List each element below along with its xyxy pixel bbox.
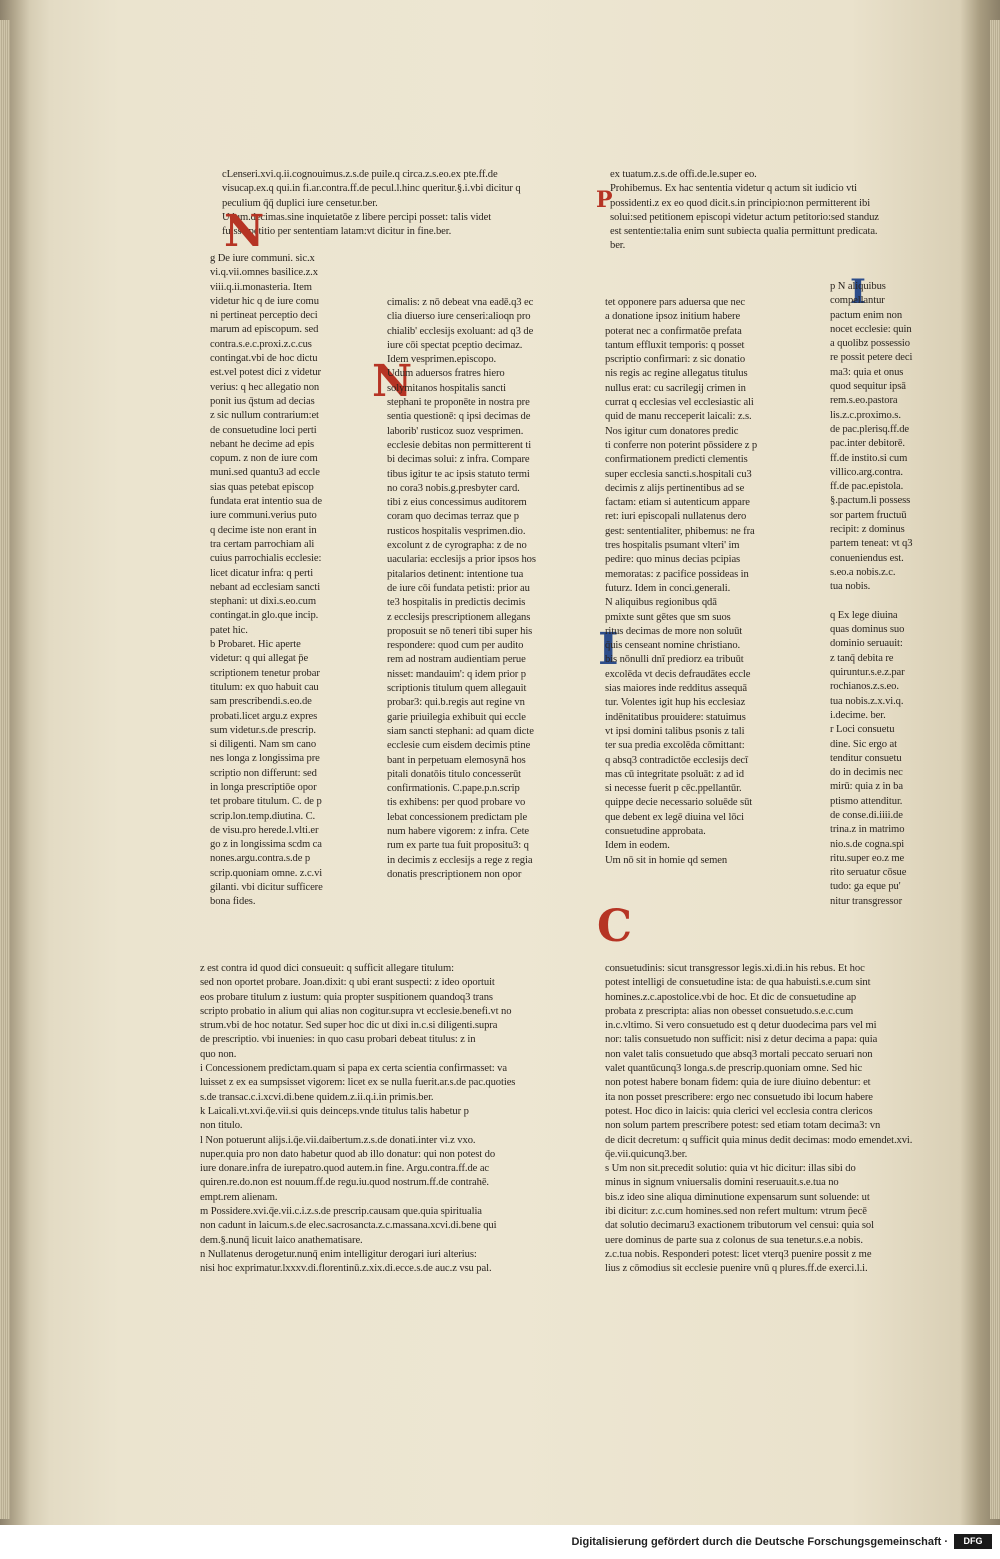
text-line: probati.licet argu.z expres bbox=[210, 710, 318, 722]
text-line: confirmationis. C.pape.p.n.scrip bbox=[387, 783, 520, 795]
text-line: in longa prescriptiōe opor bbox=[210, 781, 317, 793]
text-line: s.de transac.c.i.xcvi.di.bene quidem.z.ii.q.i.in primis.ber. bbox=[200, 1091, 434, 1103]
text-line: tur. Volentes igit hup his ecclesiaz bbox=[605, 697, 746, 709]
text-line: q decime iste non erant in bbox=[210, 524, 317, 536]
text-line: z.c.tua nobis. Responderi potest: licet vterq3 puenire possit z me bbox=[605, 1248, 872, 1260]
text-line: q absq3 contradictōe ecclesijs decī bbox=[605, 754, 748, 766]
text-line: consuetudinis: sicut transgressor legis.xi.di.in his rebus. Et hoc bbox=[605, 963, 865, 974]
text-line: nocet ecclesie: quin bbox=[830, 323, 912, 335]
text-line: potest intelligi de consuetudine ista: de qua habuisti.s.e.cum sint bbox=[605, 977, 871, 989]
text-line: tudo: ga eque pu' bbox=[830, 881, 901, 893]
text-line: uacularia: ecclesijs a prior ipsos hos bbox=[387, 554, 536, 566]
text-line: rem.s.eo.pastora bbox=[830, 395, 898, 407]
text-line: i.decime. ber. bbox=[830, 709, 886, 721]
text-line: q̄e.vii.quicunq3.ber. bbox=[605, 1148, 688, 1160]
text-line: solui:sed petitionem episcopi videtur actum petitorio:sed standuz bbox=[610, 211, 879, 223]
text-line: proposuit se nō teneri tibi super his bbox=[387, 625, 533, 637]
text-line: verius: q hec allegatio non bbox=[210, 381, 320, 393]
text-line: clia diuerso iure censeri:alioqn pro bbox=[387, 311, 531, 323]
text-line: trina.z in matrimo bbox=[830, 824, 905, 836]
text-line: pscriptio confirmari: z sic donatio bbox=[605, 354, 746, 366]
text-line: possidenti.z ex eo quod dicit.s.in principio:non permitterent ibi bbox=[610, 197, 871, 209]
text-line: dat solutio decimaru3 exactionem tributorum vel censui: quia sol bbox=[605, 1220, 874, 1232]
text-line: vi.q.vii.omnes basilice.z.x bbox=[210, 267, 318, 279]
text-line: scrip.quoniam omne. z.c.vi bbox=[210, 867, 323, 879]
text-line: do in decimis nec bbox=[830, 767, 903, 779]
text-line: consuetudine approbata. bbox=[605, 825, 706, 837]
text-line: a quolibz possessio bbox=[830, 338, 910, 350]
text-line: tua nobis. bbox=[830, 581, 871, 593]
text-column-4 bbox=[830, 280, 990, 970]
text-line: ibi dicitur: z.c.cum homines.sed non refert multum: vtrum p̄ecē bbox=[605, 1206, 867, 1218]
text-line: si necesse fuerit p cēc.ppellantūr. bbox=[605, 783, 742, 795]
page-edge-left bbox=[0, 20, 10, 1519]
text-line: tis exhibens: per quod probare vo bbox=[387, 797, 526, 809]
text-column-2 bbox=[387, 296, 587, 934]
text-line: sor partem fructuū bbox=[830, 509, 907, 521]
text-column-1 bbox=[210, 252, 370, 962]
text-line: futurz. Idem in conci.generali. bbox=[605, 582, 731, 594]
text-line: sias quas petebat episcop bbox=[210, 481, 314, 493]
text-line: Udum aduersos fratres hiero bbox=[387, 368, 505, 380]
initial-c-red: C bbox=[597, 901, 633, 952]
text-line: no cora3 nobis.g.presbyter card. bbox=[387, 482, 520, 494]
commentary-block bbox=[222, 168, 600, 246]
initial-n-red: N bbox=[224, 206, 265, 257]
text-line: marum ad episcopum. sed bbox=[210, 324, 319, 336]
text-line: nisset: mandauim': q idem prior p bbox=[387, 668, 526, 680]
text-line: potest. Hoc dico in laicis: quia clerici vel ecclesia contra clericos bbox=[605, 1105, 873, 1117]
text-line: quiren.re.do.non est nouum.ff.de regu.iu.quod nostrum.ff.de contrahē. bbox=[200, 1177, 489, 1189]
text-line: ff.de pac.epistola. bbox=[830, 481, 904, 493]
text-line: quiruntur.s.e.z.par bbox=[830, 667, 905, 679]
text-line: Nos igitur cum donatores predic bbox=[605, 425, 739, 437]
text-line: non cadunt in laicum.s.de elec.sacrosancta.z.c.massana.xcvi.di.bene qui bbox=[200, 1220, 497, 1232]
text-line: stephani: ut dixi.s.eo.cum bbox=[210, 596, 316, 608]
text-line: pitali donatōis titulo concesserūt bbox=[387, 768, 521, 780]
initial-i-blue: I bbox=[598, 624, 619, 675]
text-line: minus in signum vniuersalis domini reseruauit.s.e.tua no bbox=[605, 1177, 839, 1189]
text-line: re possit petere deci bbox=[830, 352, 913, 364]
text-line: non titulo. bbox=[200, 1120, 243, 1132]
text-line: nitur transgressor bbox=[830, 895, 903, 907]
text-line: de pac.plerisq.ff.de bbox=[830, 423, 909, 435]
text-line: compellantur bbox=[830, 295, 885, 307]
text-line: pac.inter debitorē. bbox=[830, 438, 905, 450]
text-line: lis.z.c.proximo.s. bbox=[830, 409, 901, 421]
text-line: ecclesie cum eisdem decimis ptine bbox=[387, 740, 531, 752]
text-line: scriptionem tenetur probar bbox=[210, 667, 320, 679]
text-line: N aliquibus regionibus qdā bbox=[605, 597, 717, 609]
text-line: sed non oportet probare. Joan.dixit: q ubi erant suspecti: z ideo oportuit bbox=[200, 977, 495, 989]
text-line: videtur: q qui allegat p̄e bbox=[210, 653, 309, 665]
text-line: confirmationem predicti clementis bbox=[605, 454, 748, 466]
text-line bbox=[830, 595, 990, 609]
text-line: s Um non sit.precedit solutio: quia vt hic dicitur: illas sibi do bbox=[605, 1163, 856, 1175]
text-line: pactum enim non bbox=[830, 309, 903, 321]
text-line: dine. Sic ergo at bbox=[830, 738, 897, 750]
text-line: tibus igitur te ac ipsis statuto termi bbox=[387, 468, 530, 480]
text-line: quid de manu recceperit laicali: z.s. bbox=[605, 411, 752, 423]
text-line: nes longa z longissima pre bbox=[210, 753, 320, 765]
text-line: gest: sententialiter, phibemus: ne fra bbox=[605, 525, 755, 537]
text-line: gilanti. vbi dicitur sufficere bbox=[210, 882, 323, 894]
text-line: rochianos.z.s.eo. bbox=[830, 681, 899, 693]
text-line: de dicit decretum: q sufficit quia minus dedit decimas: modo emendet.xvi. bbox=[605, 1134, 913, 1146]
dfg-logo: DFG bbox=[954, 1534, 992, 1549]
text-line: ptismo attenditur. bbox=[830, 795, 903, 807]
text-line: probar3: qui.b.regis aut regine vn bbox=[387, 697, 525, 709]
text-line: q Ex lege diuina bbox=[830, 609, 898, 621]
text-line: iure donare.infra de iurepatro.quod autem.in fine. Argu.contra.ff.de ac bbox=[200, 1163, 490, 1175]
text-line: villico.arg.contra. bbox=[830, 466, 903, 478]
footer-bar bbox=[0, 1525, 1000, 1559]
initial-p-red: P bbox=[596, 187, 613, 213]
text-line: ti conferre non poterint pōssidere z p bbox=[605, 439, 758, 451]
text-line: excolunt z de cyrographa: z de no bbox=[387, 540, 527, 552]
text-line: videtur hic q de iure comu bbox=[210, 295, 319, 307]
text-line: est sententie:talia enim sunt subiecta qualia permittunt predicata. bbox=[610, 226, 878, 238]
text-line: indēnitatibus prouidere: statuimus bbox=[605, 711, 746, 723]
text-line: m Possidere.xvi.q̄e.vii.c.i.z.s.de prescrip.causam que.quia spiritualia bbox=[200, 1206, 482, 1218]
text-line: donatis prescriptionem non opor bbox=[387, 868, 522, 880]
text-line: Udum.decimas.sine inquietatōe z libere percipi posset: talis videt bbox=[222, 211, 492, 223]
text-line: nuper.quia pro non dato habetur quod ab illo donatur: qui non potest do bbox=[200, 1148, 496, 1160]
text-line: contra.s.e.c.proxi.z.c.cus bbox=[210, 338, 312, 350]
text-line: bis.z ideo sine aliqua diminutione expensarum sunt soluende: ut bbox=[605, 1191, 870, 1203]
text-line: de iure cōi fundata petisti: prior au bbox=[387, 582, 530, 594]
text-line: muni.sed quantu3 ad eccle bbox=[210, 467, 320, 479]
text-line: stephani te proponēte in nostra pre bbox=[387, 397, 530, 409]
text-line: Prohibemus. Ex hac sententia videtur q actum sit iudicio vti bbox=[610, 183, 858, 195]
text-line: ff.de instito.si cum bbox=[830, 452, 908, 464]
text-line: lebat concessionem predictam ple bbox=[387, 811, 528, 823]
text-line: tet opponere pars aduersa que nec bbox=[605, 297, 745, 308]
text-line: mirū: quia z in ba bbox=[830, 781, 903, 793]
text-line: strum.vbi de hoc notatur. Sed super hoc dic ut dixi in.c.si diligenti.supra bbox=[200, 1020, 498, 1032]
text-line: garie priuilegia exhibuit qui eccle bbox=[387, 711, 526, 723]
text-line: copum. z non de iure com bbox=[210, 453, 318, 465]
text-line: empt.rem alienam. bbox=[200, 1191, 278, 1203]
text-line: luisset z ex ea sumpsisset vigorem: licet ex se nulla fuerit.ar.s.de pac.quoties bbox=[200, 1077, 516, 1089]
text-line: nis regis ac regine allegatus titulus bbox=[605, 368, 748, 380]
text-line: chialib' ecclesijs exoluant: ad q3 de bbox=[387, 325, 534, 337]
text-line: cuius parrochialis ecclesie: bbox=[210, 553, 322, 565]
text-line: de consuetudine loci perti bbox=[210, 424, 317, 436]
text-line: non valet talis consuetudo que absq3 mortali peccato seruari non bbox=[605, 1048, 873, 1060]
text-line: nones.argu.contra.s.de p bbox=[210, 853, 311, 865]
text-line: conueniendus est. bbox=[830, 552, 904, 564]
text-line: de prescriptio. vbi inuenies: in quo casu probari debeat titulus: z in bbox=[200, 1034, 476, 1046]
text-line: i Concessionem predictam.quam si papa ex certa scientia confirmasset: va bbox=[200, 1063, 507, 1075]
text-line: que debent ex legē diuina vel lōci bbox=[605, 811, 744, 823]
text-line: fundata erat intentio sua de bbox=[210, 496, 322, 508]
text-line: nebant ad ecclesiam sancti bbox=[210, 581, 321, 593]
text-line: de visu.pro herede.l.vlti.er bbox=[210, 824, 319, 836]
text-line: contingat.in glo.que incip. bbox=[210, 610, 319, 622]
text-line: te3 hospitalis in predictis decimis bbox=[387, 597, 526, 609]
text-line: g De iure communi. sic.x bbox=[210, 253, 315, 264]
text-line: tibi z eius concessimus auditorem bbox=[387, 497, 527, 509]
text-line: rito seruatur cōsue bbox=[830, 867, 907, 879]
text-line: homines.z.c.apostolice.vbi de hoc. Et dic de consuetudine ap bbox=[605, 991, 857, 1003]
top-right-block bbox=[610, 168, 995, 260]
text-line: dominio seruauit: bbox=[830, 638, 903, 650]
text-line: licet dicatur infra: q perti bbox=[210, 567, 314, 579]
text-line: num habere vigorem: z infra. Cete bbox=[387, 825, 530, 837]
text-line: pmixte sunt gētes que sm suos bbox=[605, 611, 731, 623]
bottom-right-block bbox=[605, 962, 995, 1307]
text-line: z ecclesijs prescriptionem allegans bbox=[387, 611, 531, 623]
text-line: bis nōnulli dnī prediorz ea tribuūt bbox=[605, 654, 744, 666]
text-line: Um nō sit in homie qd semen bbox=[605, 854, 728, 866]
text-line: est.vel potest dici z videtur bbox=[210, 367, 321, 379]
text-column-3 bbox=[605, 296, 825, 934]
text-line: Idem vesprimen.episcopo. bbox=[387, 354, 497, 366]
text-line: ritus decimas de more non soluūt bbox=[605, 625, 743, 637]
text-line: decimis z alijs pertinentibus ad se bbox=[605, 482, 745, 494]
text-line: p N aliquibus bbox=[830, 281, 886, 292]
text-line: mas cū integritate psoluāt: z ad id bbox=[605, 768, 744, 780]
text-line: ni pertineat perceptio deci bbox=[210, 310, 318, 322]
text-line: bant in perpetuam elemosynā hos bbox=[387, 754, 526, 766]
text-line: sias maiores inde redditus assequā bbox=[605, 683, 747, 695]
text-line: scrip.lon.temp.diutina. C. bbox=[210, 810, 316, 822]
text-line: Idem in eodem. bbox=[605, 840, 670, 852]
text-line: dem.§.nunq̄ licuit laico anathematisare. bbox=[200, 1234, 363, 1246]
initial-n-red-2: N bbox=[372, 356, 413, 407]
text-line: respondere: quod cum per audito bbox=[387, 640, 524, 652]
text-line: solymitanos hospitalis sancti bbox=[387, 382, 506, 394]
text-line: bona fides. bbox=[210, 896, 256, 908]
text-line: quod sequitur ipsā bbox=[830, 381, 906, 393]
text-line: pitalarios detinent: intentione tua bbox=[387, 568, 524, 580]
text-line: tra certam parrochiam ali bbox=[210, 538, 315, 550]
text-line: factam: etiam si autenticum appare bbox=[605, 497, 750, 509]
text-line: l Non potuerunt alijs.i.q̄e.vii.daibertum.z.s.de donati.inter vi.z vxo. bbox=[200, 1134, 476, 1146]
initial-i-blue-2: I bbox=[850, 272, 866, 312]
text-line: tenditur consuetu bbox=[830, 752, 902, 764]
text-line: siam sancti stephani: ad quam dicte bbox=[387, 725, 534, 737]
footer-funding-text: Digitalisierung gefördert durch die Deutsche Forschungsgemeinschaft · bbox=[571, 1536, 948, 1548]
text-line: iure cōi spectat pceptio decimaz. bbox=[387, 339, 523, 351]
text-line: viii.q.ii.monasteria. Item bbox=[210, 281, 312, 293]
text-line: n Nullatenus derogetur.nunq̄ enim intelligitur derogari iuri alterius: bbox=[200, 1248, 477, 1260]
text-line: currat q ecclesias vel ecclesiastic ali bbox=[605, 397, 754, 409]
text-line: de conse.di.iiii.de bbox=[830, 809, 903, 821]
text-line: sam prescribendi.s.eo.de bbox=[210, 696, 312, 708]
text-line: ritu.super eo.z me bbox=[830, 852, 905, 864]
bottom-left-block bbox=[200, 962, 600, 1322]
text-line: recipit: z dominus bbox=[830, 524, 905, 536]
text-line: coram quo decimas terraz que p bbox=[387, 511, 520, 523]
text-line: probata z prescripta: alias non obesset consuetudo.s.e.c.cum bbox=[605, 1005, 854, 1017]
text-line: iure communi.verius puto bbox=[210, 510, 317, 522]
text-line: sum videtur.s.de prescrip. bbox=[210, 724, 316, 736]
text-line: z est contra id quod dici consueuit: q sufficit allegare titulum: bbox=[200, 963, 454, 974]
text-line: pedire: quo minus decias pcipias bbox=[605, 554, 741, 566]
text-line: quippe decie necessario soluēde sūt bbox=[605, 797, 753, 809]
text-line: rusticos hospitalis vesprimen.dio. bbox=[387, 525, 526, 537]
text-line: poterat nec a confirmatōe prefata bbox=[605, 325, 742, 337]
text-line: laborib' rusticoz suoz vesprimen. bbox=[387, 425, 524, 437]
text-line: b Probaret. Hic aperte bbox=[210, 639, 301, 651]
text-line: non potest habere bonam fidem: quia de iure diuino debentur: et bbox=[605, 1077, 871, 1089]
text-line: bi decimas solui: z infra. Compare bbox=[387, 454, 530, 466]
text-line: tet probare titulum. C. de p bbox=[210, 796, 322, 808]
text-line: cLenseri.xvi.q.ii.cognouimus.z.s.de puile.q circa.z.s.eo.ex pte.ff.de bbox=[222, 169, 498, 180]
text-line: tantum effluxit temporis: q posset bbox=[605, 339, 745, 351]
text-line: quas dominus suo bbox=[830, 624, 905, 636]
text-line: lius z cōmodius sit ecclesie puenire vnū q plures.ff.de exerci.l.i. bbox=[605, 1263, 868, 1275]
text-line: k Laicali.vt.xvi.q̄e.vii.si quis deinceps.vnde titulus talis habetur p bbox=[200, 1105, 469, 1117]
text-line: contingat.vbi de hoc dictu bbox=[210, 353, 318, 365]
text-line: in.c.vltimo. Si vero consuetudo est q detur duodecima pars vel mi bbox=[605, 1020, 877, 1032]
text-line: non solum partem prescribere potest: sed etiam totam decima3: vn bbox=[605, 1120, 881, 1132]
text-line: excolēda vt decis defraudātes eccle bbox=[605, 668, 751, 680]
text-line: patet hic. bbox=[210, 624, 248, 636]
text-line: §.pactum.li possess bbox=[830, 495, 911, 507]
text-line: memoratas: z pacifice possideas in bbox=[605, 568, 749, 580]
text-line: uere dominus de parte sua z colonus de sua tenetur.s.e.a nobis. bbox=[605, 1234, 863, 1246]
text-line: rum ex parte tua fuit propositu3: q bbox=[387, 840, 529, 852]
text-line: scriptionis titulum quem allegauit bbox=[387, 683, 527, 695]
text-line: z tanq̄ debita re bbox=[830, 652, 894, 664]
text-line: nebant he decime ad epis bbox=[210, 438, 315, 450]
text-line: nor: talis consuetudo non sufficit: nisi z detur decima a papa: quia bbox=[605, 1034, 878, 1046]
text-line: cimalis: z nō debeat vna eadē.q3 ec bbox=[387, 297, 534, 308]
text-line: titulum: ex quo habuit cau bbox=[210, 681, 319, 693]
text-line: super ecclesia sancti.s.hospitali cu3 bbox=[605, 468, 752, 480]
text-line: si diligenti. Nam sm cano bbox=[210, 739, 317, 751]
text-line: fuisse petitio per sententiam latam:vt dicitur in fine.ber. bbox=[222, 226, 452, 238]
text-line: sentia questionē: q ipsi decimas de bbox=[387, 411, 531, 423]
text-line: partem teneat: vt q3 bbox=[830, 538, 913, 550]
text-line: in decimis z ecclesijs a rege z regia bbox=[387, 854, 533, 866]
text-line: nio.s.de cogna.spi bbox=[830, 838, 905, 850]
text-line: ex tuatum.z.s.de offi.de.le.super eo. bbox=[610, 169, 757, 180]
text-line: s.eo.a nobis.z.c. bbox=[830, 566, 896, 578]
text-line: nisi hoc exprimatur.lxxxv.di.florentinū.z.xix.di.ecce.s.de auc.z vsu pal. bbox=[200, 1263, 492, 1275]
show-through-header bbox=[230, 118, 790, 140]
text-line: ma3: quia et onus bbox=[830, 366, 904, 378]
text-line: quo non. bbox=[200, 1048, 237, 1060]
text-line: visucap.ex.q qui.in fi.ar.contra.ff.de pecul.l.hinc queritur.§.i.vbi dicitur q bbox=[222, 183, 521, 195]
text-line: q̄uis censeant nomine christiano. bbox=[605, 640, 741, 652]
text-line: ecclesie debitas non permitterent ti bbox=[387, 439, 532, 451]
text-line: ret: iuri episcopali nullatenus dero bbox=[605, 511, 747, 523]
text-line: scriptio non differunt: sed bbox=[210, 767, 317, 779]
text-line: peculium q̄q̄ duplici iure censetur.ber. bbox=[222, 197, 378, 209]
text-line: tres hospitalis psumant vlteri' im bbox=[605, 540, 740, 552]
text-line: tua nobis.z.x.vi.q. bbox=[830, 695, 904, 707]
text-line: ita non posset prescribere: ergo nec consuetudo ibi locum habere bbox=[605, 1091, 873, 1103]
text-line: nullus erat: cu sacrilegij crimen in bbox=[605, 382, 746, 394]
text-line: ber. bbox=[610, 240, 626, 252]
text-line: valet quantūcunq3 longa.s.de prescrip.quoniam omne. Sed hic bbox=[605, 1063, 863, 1075]
text-line: vt ipsi domini talibus psonis z tali bbox=[605, 725, 745, 737]
text-line: ter sua predia excolēda cōmittant: bbox=[605, 740, 745, 752]
text-line: z sic nullum contrarium:et bbox=[210, 410, 319, 422]
text-line: r Loci consuetu bbox=[830, 724, 895, 736]
text-line: rem ad nostram audientiam perue bbox=[387, 654, 526, 666]
text-line: go z in longissima scdm ca bbox=[210, 839, 322, 851]
text-line: ponit ius q̄stum ad decias bbox=[210, 395, 315, 407]
text-line: eos probare titulum z iustum: quia propter suspitionem quandoq3 trans bbox=[200, 991, 493, 1003]
text-line: scripto probatio in alium qui alias non cogitur.supra vt ecclesie.benefi.vt no bbox=[200, 1005, 512, 1017]
text-line: a donatione ipsoz initium habere bbox=[605, 311, 741, 323]
